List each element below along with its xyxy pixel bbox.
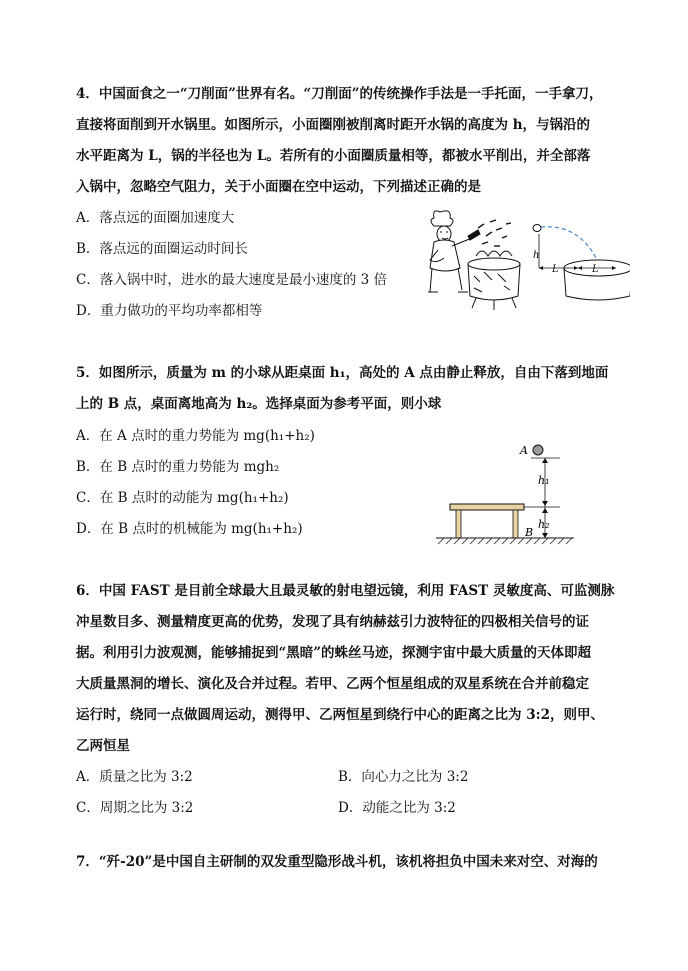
- fig-label-h: h: [533, 250, 540, 261]
- q5-option-a: A．在 A 点时的重力势能为 mg(h₁+h₂): [76, 428, 315, 444]
- q4-stem-line-4: 入锅中，忽略空气阻力，关于小面圈在空中运动，下列描述正确的是: [76, 179, 481, 195]
- chef-illustration: [428, 211, 480, 292]
- fig-label-l1: L: [552, 264, 559, 275]
- q5-stem-line-1: 5．如图所示，质量为 m 的小球从距桌面 h₁，高处的 A 点由静止释放，自由下落到地面: [76, 365, 609, 381]
- q4-figure: [418, 206, 630, 314]
- q4-stem-line-1: 4．中国面食之一“刀削面”世界有名。“刀削面”的传统操作手法是一手托面，一手拿刀，: [76, 86, 603, 102]
- flying-noodles: [478, 220, 511, 246]
- trajectory-diagram: [533, 225, 630, 301]
- q5-figure: [430, 438, 580, 550]
- q6-option-b: B．向心力之比为 3:2: [338, 769, 469, 785]
- q6-stem-line-3: 据。利用引力波观测，能够捕捉到“黑暗”的蛛丝马迹，探测宇宙中最大质量的天体即超: [76, 645, 592, 661]
- q6-stem-line-4: 大质量黑洞的增长、演化及合并过程。若甲、乙两个恒星组成的双星系统在合并前稳定: [76, 676, 589, 692]
- q4-option-b: B．落点远的面圈运动时间长: [76, 241, 248, 257]
- q6-option-d: D．动能之比为 3:2: [338, 800, 456, 816]
- q5-stem-line-2: 上的 B 点，桌面离地高为 h₂。选择桌面为参考平面，则小球: [76, 396, 442, 412]
- q4-option-d: D．重力做功的平均功率都相等: [76, 303, 263, 319]
- fig-label-l2: L: [592, 264, 599, 275]
- q6-stem-line-5: 运行时，绕同一点做圆周运动，测得甲、乙两恒星到绕行中心的距离之比为 3:2，则甲、: [76, 707, 604, 723]
- q5-option-c: C．在 B 点时的动能为 mg(h₁+h₂): [76, 490, 289, 506]
- q5-option-d: D．在 B 点时的机械能为 mg(h₁+h₂): [76, 521, 303, 537]
- fig-label-h2: h₂: [538, 518, 550, 531]
- q5-option-b: B．在 B 点时的重力势能为 mgh₂: [76, 459, 280, 475]
- q6-option-c: C．周期之比为 3:2: [76, 800, 194, 816]
- q6-option-a: A．质量之比为 3:2: [76, 769, 193, 785]
- fig-label-b: B: [525, 526, 534, 539]
- ball: [533, 445, 543, 455]
- q4-stem-line-3: 水平距离为 L，锅的半径也为 L。若所有的小面圈质量相等，都被水平削出，并全部落: [76, 148, 591, 164]
- fig-label-a: A: [520, 444, 528, 457]
- q6-stem-line-6: 乙两恒星: [76, 738, 130, 754]
- q4-option-a: A．落点远的面圈加速度大: [76, 210, 235, 226]
- q4-stem-line-2: 直接将面削到开水锅里。如图所示，小面圈刚被削离时距开水锅的高度为 h，与锅沿的: [76, 117, 591, 133]
- q6-stem-line-1: 6．中国 FAST 是目前全球最大且最灵敏的射电望远镜，利用 FAST 灵敏度高、可监测脉: [76, 583, 615, 599]
- q7-stem-line-1: 7．“歼-20”是中国自主研制的双发重型隐形战斗机，该机将担负中国未来对空、对海的: [76, 854, 598, 870]
- q6-stem-line-2: 冲星数目多、测量精度更高的优势，发现了具有纳赫兹引力波特征的四极相关信号的证: [76, 614, 589, 630]
- table-top: [450, 504, 524, 510]
- boiling-pot: [468, 251, 520, 310]
- q4-option-c: C．落入锅中时，进水的最大速度是最小速度的 3 倍: [76, 272, 388, 288]
- fig-label-h1: h₁: [538, 474, 550, 487]
- ground-hatch: [438, 538, 572, 544]
